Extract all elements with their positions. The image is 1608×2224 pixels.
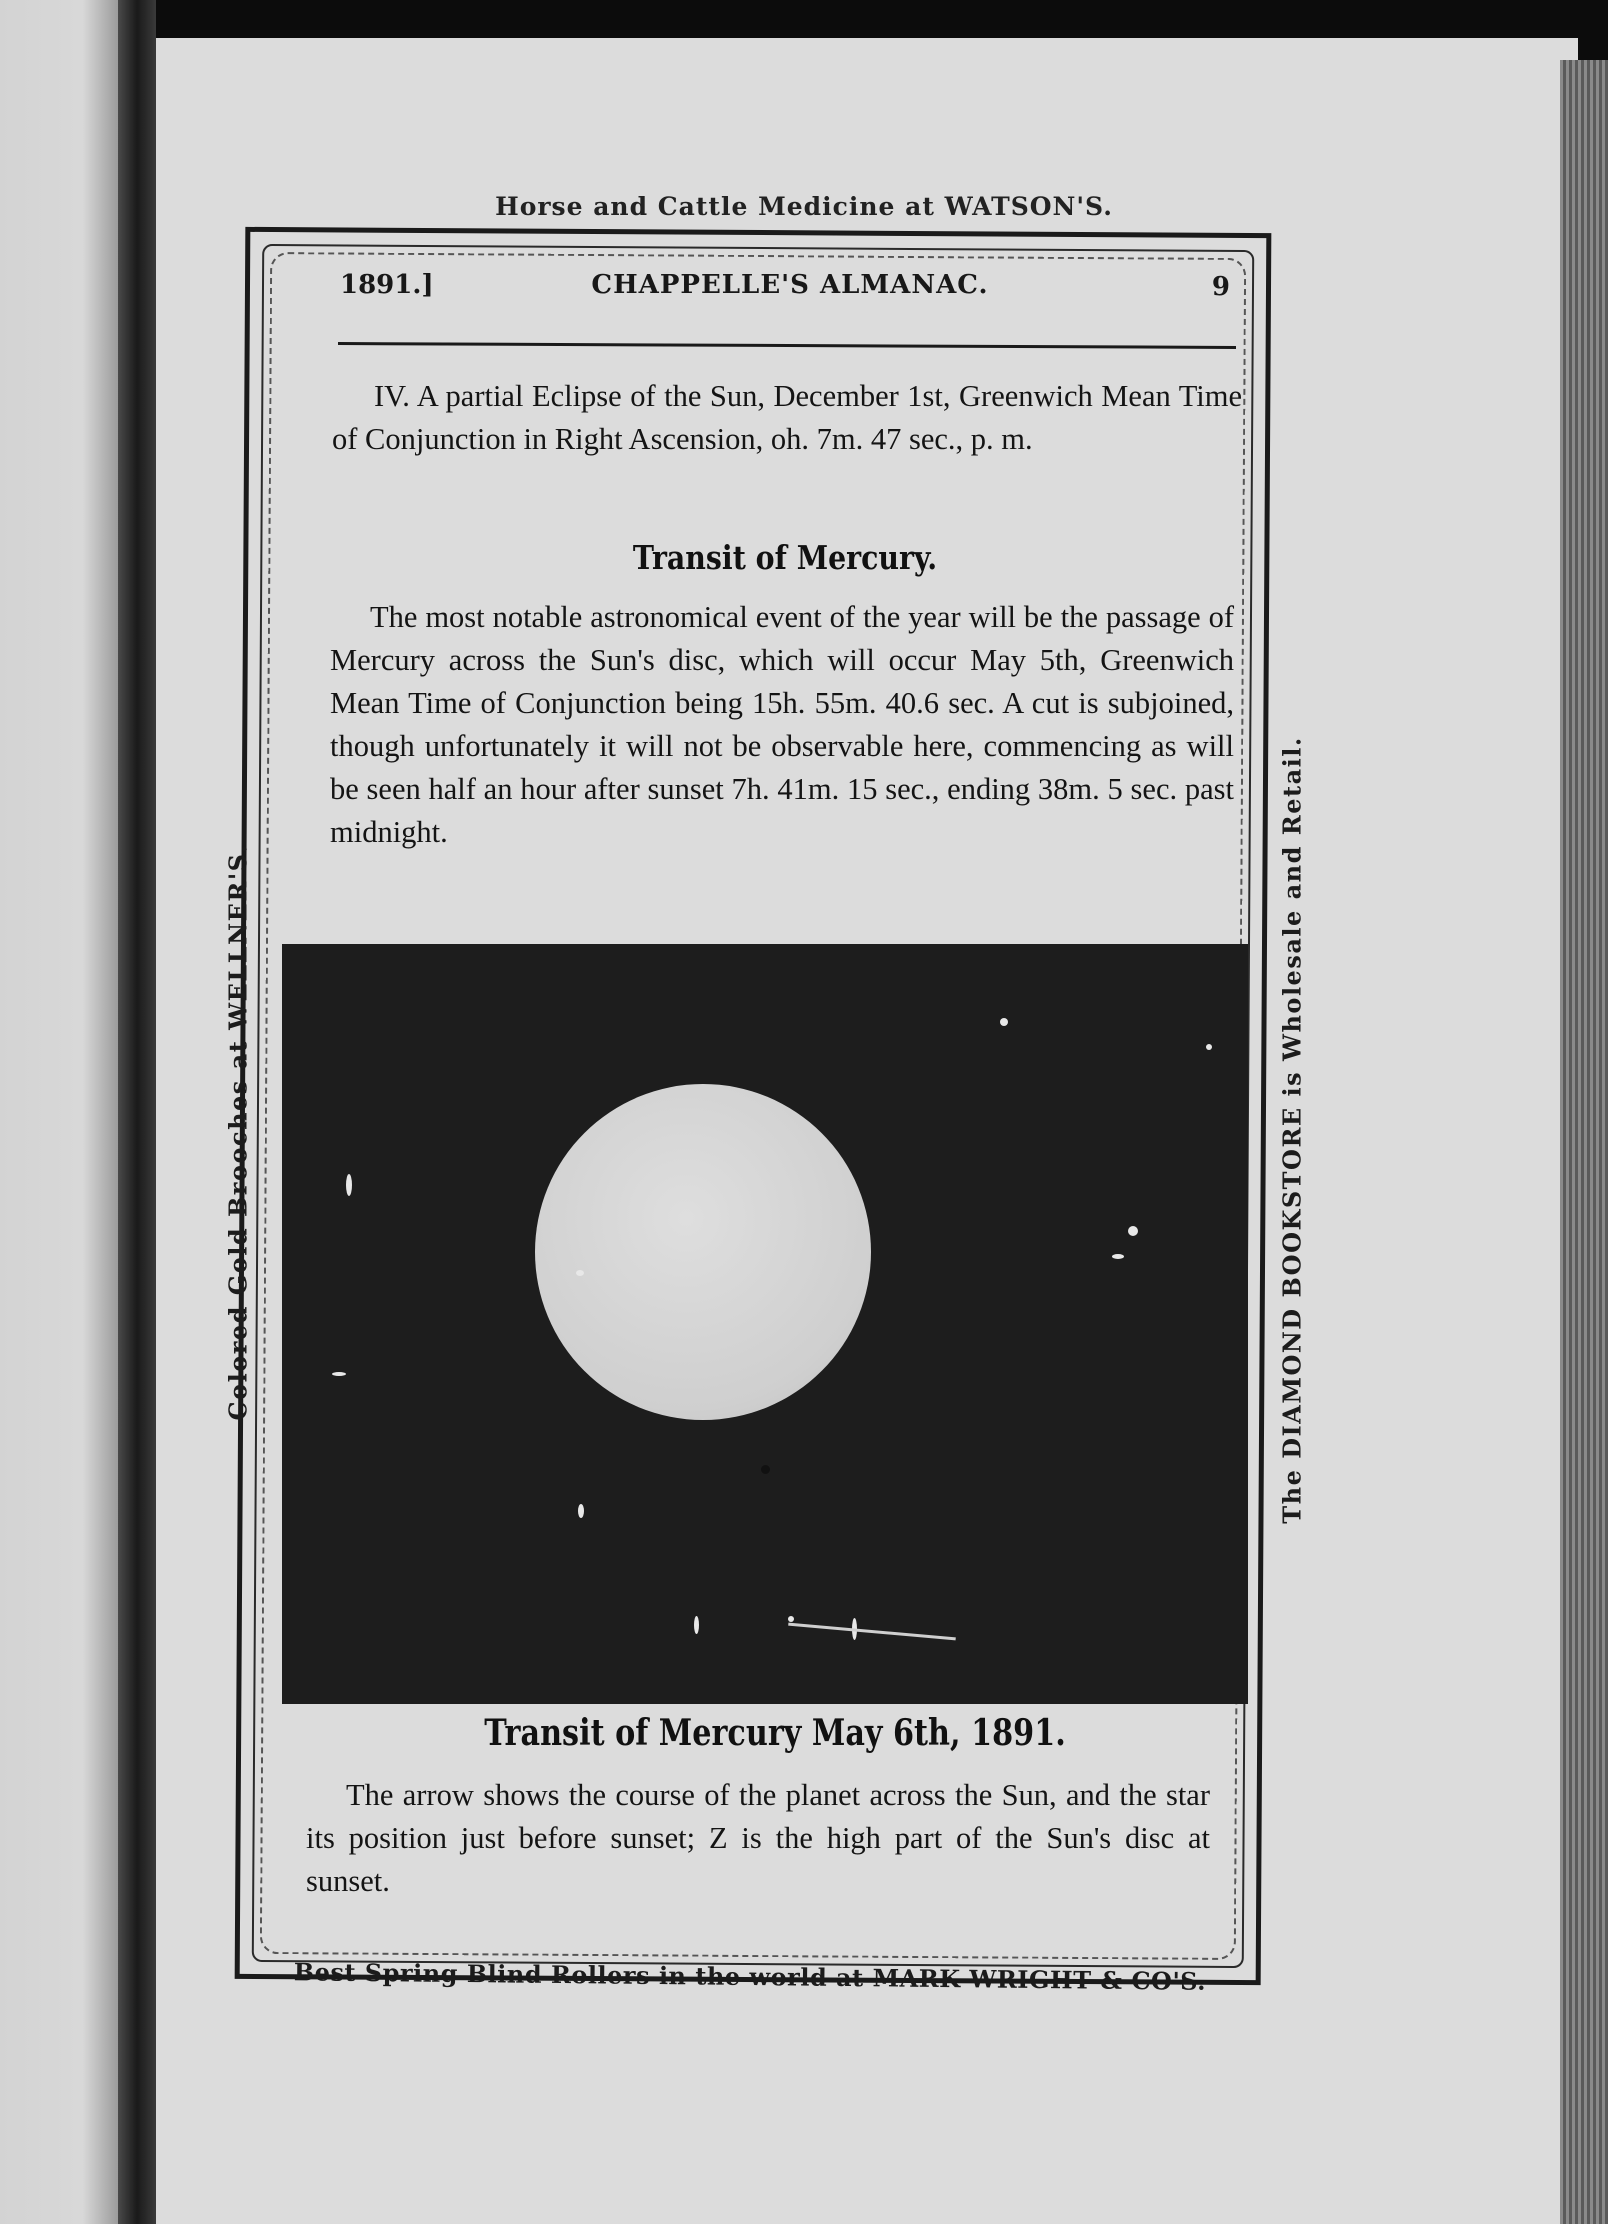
print-speck — [694, 1616, 699, 1634]
section-heading: Transit of Mercury. — [632, 538, 938, 577]
facing-page-edge — [0, 0, 118, 2224]
footer-advertisement: Best Spring Blind Rollers in the world at MARK WRIGHT & CO'S. — [293, 1957, 1207, 1996]
page-number: 9 — [1211, 272, 1230, 302]
print-speck — [1128, 1226, 1138, 1236]
mercury-dot — [761, 1465, 770, 1474]
figure-caption: Transit of Mercury May 6th, 1891. — [484, 1712, 1066, 1754]
print-speck — [332, 1372, 346, 1376]
running-head — [340, 270, 1240, 314]
print-speck — [788, 1616, 794, 1622]
running-head-title: CHAPPELLE'S ALMANAC. — [591, 270, 989, 300]
figure-note: The arrow shows the course of the planet across the Sun, and the star its position just before sunset; Z is the high part of the Sun's disc at sunset. — [306, 1778, 1210, 1898]
print-speck — [576, 1270, 584, 1276]
print-speck — [346, 1174, 352, 1196]
transit-paragraph: The most notable astronomical event of the year will be the passage of Mercury across the Sun's disc, which will occur May 5th, Greenwich Mean Time of Conjunction being 15h. 55m. 40.6 sec. A cut is subjoined, though unfortunately it will not be observable here, commencing as will be seen half an hour after sunset 7h. 41m. 15 sec., ending 38m. 5 sec. past midnight. — [330, 600, 1234, 849]
print-scratch — [788, 1623, 956, 1641]
print-speck — [578, 1504, 584, 1518]
book-gutter — [118, 0, 156, 2224]
header-advertisement: Horse and Cattle Medicine at WATSON'S. — [495, 192, 1113, 221]
print-speck — [1206, 1044, 1212, 1050]
transit-illustration — [282, 944, 1248, 1704]
sun-disc — [535, 1084, 871, 1420]
running-head-year: 1891.] — [340, 270, 434, 300]
page-stack-edge — [1560, 60, 1608, 2224]
print-speck — [1000, 1018, 1008, 1026]
side-advertisement-left: Colored Gold Brooches at WELLNER'S. — [223, 843, 253, 1421]
print-speck — [1112, 1254, 1124, 1259]
side-advertisement-right: The DIAMOND BOOKSTORE is Wholesale and Retail. — [1277, 736, 1307, 1524]
eclipse-paragraph: IV. A partial Eclipse of the Sun, December 1st, Greenwich Mean Time of Conjunction in Right Ascension, oh. 7m. 47 sec., p. m. — [332, 379, 1242, 456]
